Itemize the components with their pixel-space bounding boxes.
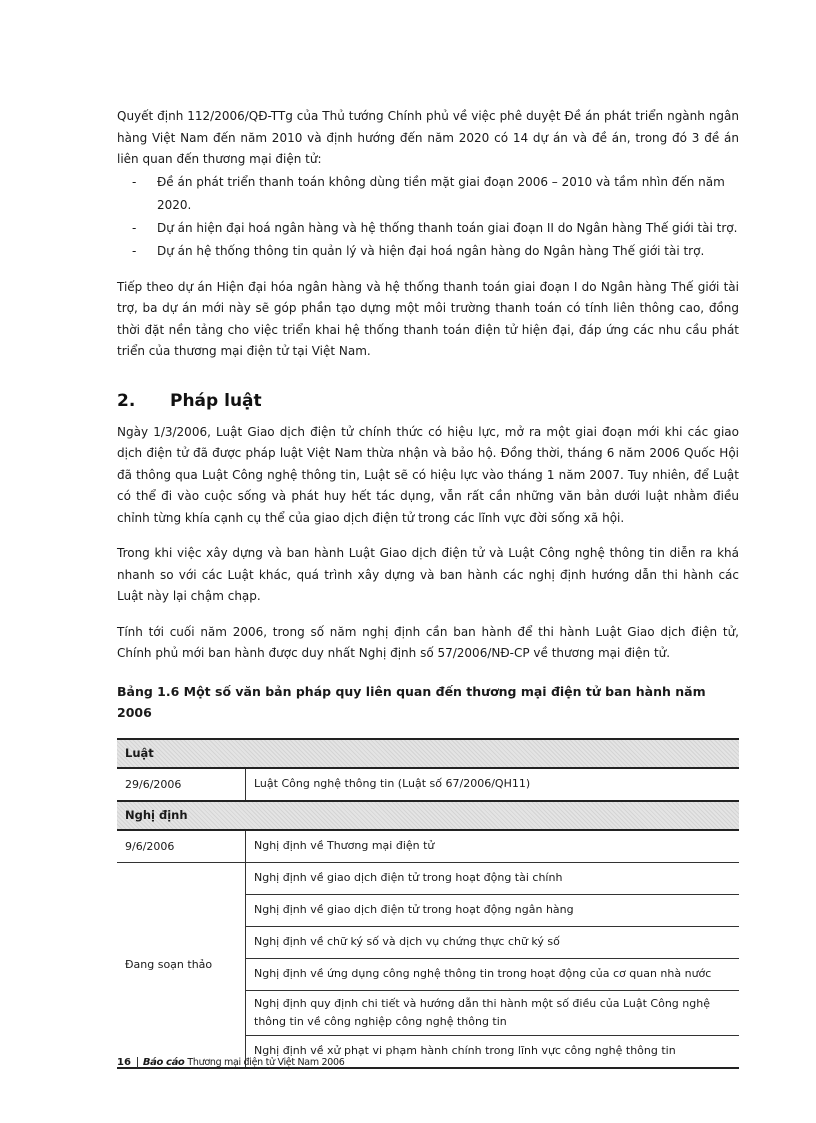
document-cell: Nghị định về ứng dụng công nghệ thông tin trong hoạt động của cơ quan nhà nước (246, 958, 740, 990)
group-label: Luật (117, 739, 739, 768)
section-number: 2. (117, 390, 136, 411)
footer-brand: Báo cáo (142, 1057, 185, 1068)
document-cell: Nghị định về Thương mại điện tử (246, 830, 740, 863)
dash-marker: - (132, 220, 137, 235)
law-paragraph-1: Ngày 1/3/2006, Luật Giao dịch điện tử chính thức có hiệu lực, mở ra một giai đoạn mới khi các giao dịch điện tử đã được pháp luật Việt Nam thừa nhận và bảo hộ. Đồng thời, tháng 6 năm 2006 Quốc Hội đã thông qua Luật Công nghệ thông tin, Luật sẽ có hiệu lực vào tháng 1 năm 2007. Tuy nhiên, để Luật có thể đi vào cuộc sống và phát huy hết tác dụng, vẫn rất cần những văn bản dưới luật nhằm điều chỉnh từng khía cạnh cụ thể của giao dịch điện tử trong các lĩnh vực đời sống xã hội. (117, 424, 739, 525)
document-cell: Nghị định về xử phạt vi phạm hành chính trong lĩnh vực công nghệ thông tin (246, 1035, 740, 1068)
document-cell: Nghị định quy định chi tiết và hướng dẫn thi hành một số điều của Luật Công nghệ thông tin về công nghiệp công nghệ thông tin (246, 990, 740, 1035)
section-title: Pháp luật (170, 390, 262, 411)
date-cell: 29/6/2006 (117, 768, 246, 801)
list-item: - Đề án phát triển thanh toán không dùng tiền mặt giai đoạn 2006 – 2010 và tầm nhìn đến năm 2020. (117, 171, 739, 217)
intro-bullet-list (117, 171, 739, 263)
document-cell: Luật Công nghệ thông tin (Luật số 67/2006/QH11) (246, 768, 740, 801)
law-paragraph-2: Trong khi việc xây dựng và ban hành Luật Giao dịch điện tử và Luật Công nghệ thông tin diễn ra khá nhanh so với các Luật khác, quá trình xây dựng và ban hành các nghị định hướng dẫn thi hành các Luật này lại chậm chạp. (117, 546, 739, 603)
group-row-decree (117, 801, 739, 830)
list-item: - Dự án hiện đại hoá ngân hàng và hệ thống thanh toán giai đoạn II do Ngân hàng Thế giới tài trợ. (117, 217, 739, 240)
group-row-law (117, 739, 739, 768)
document-cell: Nghị định về giao dịch điện tử trong hoạt động ngân hàng (246, 894, 740, 926)
followup-paragraph: Tiếp theo dự án Hiện đại hóa ngân hàng và hệ thống thanh toán giai đoạn I do Ngân hàng Thế giới tài trợ, ba dự án mới này sẽ góp phần tạo dựng một môi trường thanh toán có tính liên thông cao, đồng thời đặt nền tảng cho việc triển khai hệ thống thanh toán điện tử hiện đại, đáp ứng các nhu cầu phát triển của thương mại điện tử tại Việt Nam. (117, 279, 739, 358)
footer-subtitle: Thương mại điện tử Việt Nam 2006 (187, 1057, 345, 1068)
regulations-table (117, 738, 739, 1069)
page-footer (117, 1057, 344, 1068)
document-cell: Nghị định về giao dịch điện tử trong hoạt động tài chính (246, 862, 740, 894)
intro-paragraph: Quyết định 112/2006/QĐ-TTg của Thủ tướng Chính phủ về việc phê duyệt Đề án phát triển ngành ngân hàng Việt Nam đến năm 2010 và định hướng đến năm 2020 có 14 dự án và đề án, trong đó 3 đề án liên quan đến thương mại điện tử: (117, 109, 739, 166)
drafting-status-cell (117, 862, 246, 1068)
document-cell: Nghị định về chữ ký số và dịch vụ chứng thực chữ ký số (246, 926, 740, 958)
law-paragraph-3: Tính tới cuối năm 2006, trong số năm nghị định cần ban hành để thi hành Luật Giao dịch điện tử, Chính phủ mới ban hành được duy nhất Nghị định số 57/2006/NĐ-CP về thương mại điện tử. (117, 624, 739, 660)
table-row (117, 830, 739, 863)
page-number: 16 (117, 1057, 138, 1068)
section-heading (117, 391, 739, 411)
list-item: - Dự án hệ thống thông tin quản lý và hiện đại hoá ngân hàng do Ngân hàng Thế giới tài trợ. (117, 240, 739, 263)
drafting-label: Đang soạn thảo (125, 958, 213, 971)
group-label: Nghị định (117, 801, 739, 830)
date-cell: 9/6/2006 (117, 830, 246, 863)
table-row (117, 862, 739, 894)
table-caption: Bảng 1.6 Một số văn bản pháp quy liên quan đến thương mại điện tử ban hành năm 2006 (117, 683, 706, 720)
dash-marker: - (132, 174, 137, 189)
page-body (117, 106, 739, 1069)
table-row (117, 768, 739, 801)
dash-marker: - (132, 243, 137, 258)
